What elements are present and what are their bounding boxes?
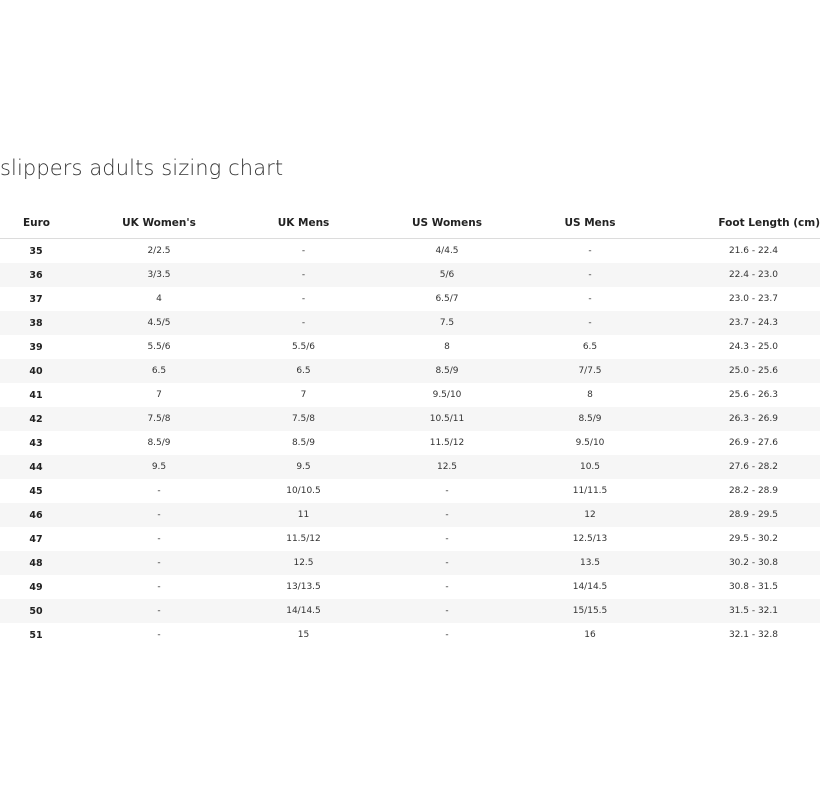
cell-uk-womens: -: [76, 551, 242, 575]
cell-us-womens: -: [445, 582, 449, 592]
cell-foot-length: 28.9 - 29.5: [651, 503, 820, 527]
cell-us-womens: -: [365, 503, 529, 527]
cell-uk-womens: 2/2.5: [147, 246, 171, 256]
cell-foot-length: 31.5 - 32.1: [651, 599, 820, 623]
cell-us-womens: -: [365, 551, 529, 575]
cell-foot-length: 21.6 - 22.4: [728, 246, 778, 256]
cell-us-mens: 8.5/9: [529, 407, 651, 431]
cell-euro: 38: [0, 311, 76, 335]
table-body: [0, 239, 820, 648]
cell-uk-womens: 5.5/6: [147, 342, 171, 352]
cell-euro: 46: [0, 503, 76, 527]
cell-us-womens: 11.5/12: [429, 438, 465, 448]
cell-foot-length: 29.5 - 30.2: [728, 534, 778, 544]
header-row: [0, 208, 820, 239]
cell-uk-mens: 9.5: [242, 455, 365, 479]
cell-euro: 50: [0, 599, 76, 623]
cell-us-mens: -: [588, 294, 592, 304]
cell-us-mens: 14/14.5: [572, 582, 608, 592]
cell-us-womens: -: [445, 486, 449, 496]
cell-us-womens: 6.5/7: [435, 294, 459, 304]
cell-us-mens: -: [529, 311, 651, 335]
table-row: [0, 503, 820, 527]
cell-foot-length: 28.2 - 28.9: [728, 486, 778, 496]
cell-us-mens: 11/11.5: [572, 486, 608, 496]
cell-uk-mens: 15: [297, 630, 310, 640]
cell-us-mens: 7/7.5: [529, 359, 651, 383]
cell-us-womens: 12.5: [365, 455, 529, 479]
cell-us-womens: -: [365, 599, 529, 623]
cell-euro: 49: [29, 581, 43, 593]
table-row: [0, 239, 820, 264]
cell-uk-womens: -: [157, 486, 161, 496]
table-row: [0, 551, 820, 575]
cell-uk-womens: -: [157, 534, 161, 544]
cell-euro: 39: [29, 341, 43, 353]
cell-uk-womens: 4.5/5: [76, 311, 242, 335]
cell-us-mens: 6.5: [582, 342, 598, 352]
cell-us-mens: 12: [529, 503, 651, 527]
cell-uk-mens: 14/14.5: [242, 599, 365, 623]
cell-us-mens: 10.5: [529, 455, 651, 479]
table-row: [0, 311, 820, 335]
cell-euro: 37: [29, 293, 43, 305]
cell-us-mens: 9.5/10: [575, 438, 605, 448]
cell-euro: 47: [29, 533, 43, 545]
cell-uk-mens: 5.5/6: [291, 342, 316, 352]
size-chart-table-wrap: [0, 208, 820, 647]
cell-foot-length: 25.0 - 25.6: [651, 359, 820, 383]
cell-us-mens: 16: [584, 630, 596, 640]
cell-uk-mens: -: [242, 311, 365, 335]
cell-us-womens: -: [445, 534, 449, 544]
cell-foot-length: 26.3 - 26.9: [651, 407, 820, 431]
cell-uk-mens: -: [242, 263, 365, 287]
column-header-euro: Euro: [0, 208, 76, 239]
cell-foot-length: 24.3 - 25.0: [728, 342, 778, 352]
cell-euro: 40: [0, 359, 76, 383]
cell-euro: 43: [29, 437, 43, 449]
cell-uk-mens: 13/13.5: [286, 582, 321, 592]
cell-uk-mens: 8.5/9: [291, 438, 316, 448]
cell-foot-length: 23.7 - 24.3: [651, 311, 820, 335]
cell-uk-mens: 7.5/8: [242, 407, 365, 431]
cell-foot-length: 22.4 - 23.0: [651, 263, 820, 287]
table-row: [0, 263, 820, 287]
table-row: [0, 431, 820, 455]
cell-foot-length: 26.9 - 27.6: [728, 438, 778, 448]
cell-foot-length: 27.6 - 28.2: [651, 455, 820, 479]
size-chart-table: [0, 208, 820, 647]
cell-us-womens: 4/4.5: [435, 246, 459, 256]
table-row: [0, 455, 820, 479]
table-row: [0, 527, 820, 551]
cell-uk-womens: 7.5/8: [76, 407, 242, 431]
cell-uk-womens: 9.5: [76, 455, 242, 479]
cell-uk-womens: -: [76, 599, 242, 623]
cell-euro: 45: [29, 485, 43, 497]
table-row: [0, 359, 820, 383]
cell-foot-length: 30.8 - 31.5: [728, 582, 778, 592]
table-row: [0, 335, 820, 359]
cell-foot-length: 32.1 - 32.8: [728, 630, 778, 640]
table-row: [0, 479, 820, 503]
cell-uk-womens: 3/3.5: [76, 263, 242, 287]
cell-euro: 36: [0, 263, 76, 287]
cell-uk-womens: -: [157, 630, 161, 640]
cell-us-womens: 5/6: [365, 263, 529, 287]
table-header: [0, 208, 820, 239]
cell-foot-length: 30.2 - 30.8: [651, 551, 820, 575]
cell-uk-mens: -: [301, 246, 306, 256]
cell-euro: 51: [29, 629, 43, 641]
cell-uk-womens: -: [76, 503, 242, 527]
cell-uk-womens: 6.5: [76, 359, 242, 383]
cell-us-mens: 8: [587, 390, 593, 400]
cell-uk-womens: 7: [156, 390, 162, 400]
cell-us-womens: 10.5/11: [365, 407, 529, 431]
cell-us-mens: -: [588, 246, 592, 256]
cell-us-womens: 8: [444, 342, 450, 352]
cell-uk-mens: 11.5/12: [286, 534, 321, 544]
table-row: [0, 623, 820, 647]
table-row: [0, 599, 820, 623]
cell-uk-mens: 10/10.5: [286, 486, 321, 496]
cell-euro: 44: [0, 455, 76, 479]
cell-uk-mens: 11: [242, 503, 365, 527]
cell-uk-mens: 7: [300, 390, 307, 400]
column-header-foot-length: Foot Length (cm): [651, 208, 820, 239]
cell-us-womens: 8.5/9: [365, 359, 529, 383]
cell-us-mens: 12.5/13: [572, 534, 608, 544]
cell-uk-mens: 12.5: [242, 551, 365, 575]
table-row: [0, 383, 820, 407]
cell-foot-length: 23.0 - 23.7: [728, 294, 778, 304]
table-row: [0, 287, 820, 311]
cell-uk-mens: 6.5: [242, 359, 365, 383]
cell-us-womens: 7.5: [365, 311, 529, 335]
column-header-us-womens: US Womens: [365, 208, 529, 239]
cell-uk-womens: 4: [156, 294, 162, 304]
cell-uk-mens: -: [301, 294, 306, 304]
table-row: [0, 407, 820, 431]
cell-foot-length: 25.6 - 26.3: [728, 390, 778, 400]
column-header-us-mens: US Mens: [529, 208, 651, 239]
column-header-uk-womens: UK Women's: [76, 208, 242, 239]
cell-euro: 41: [29, 389, 43, 401]
cell-us-mens: 15/15.5: [529, 599, 651, 623]
page-title: slippers adults sizing chart: [0, 156, 284, 180]
cell-euro: 35: [29, 245, 43, 257]
cell-us-mens: 13.5: [529, 551, 651, 575]
column-header-uk-mens: UK Mens: [242, 208, 365, 239]
table-row: [0, 575, 820, 599]
cell-us-womens: 9.5/10: [432, 390, 462, 400]
cell-us-womens: -: [445, 630, 449, 640]
cell-uk-womens: -: [157, 582, 161, 592]
cell-euro: 48: [0, 551, 76, 575]
cell-euro: 42: [0, 407, 76, 431]
cell-us-mens: -: [529, 263, 651, 287]
cell-uk-womens: 8.5/9: [147, 438, 171, 448]
